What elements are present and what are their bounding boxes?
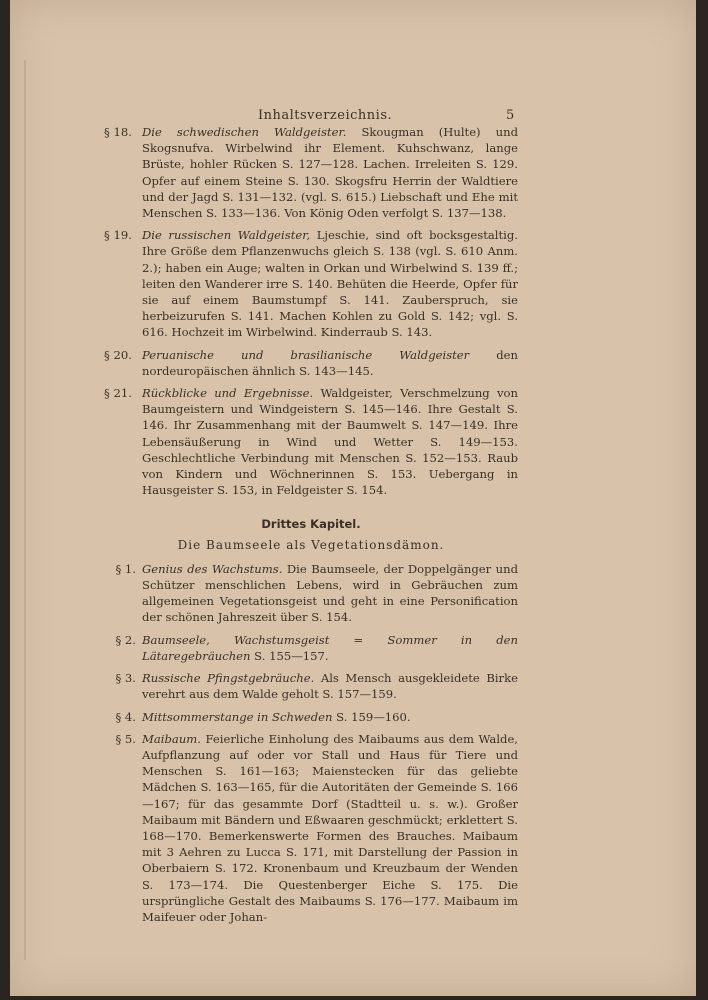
entry-body: S. 155—157. xyxy=(250,648,329,663)
header-title: Inhaltsverzeichnis. xyxy=(258,108,393,123)
toc-entry xyxy=(104,632,518,664)
toc-entry xyxy=(104,670,518,702)
entry-body: Feierliche Einholung des Maibaums aus dem Walde, Aufpflanzung auf oder vor Stall und Haus für Tiere und Menschen S. 161—163; Maienstecken für das geliebte Mädchen S. 163—165, für die Autoritäten der Gemeinde S. 166—167; für das gesammte Dorf (Stadtteil u. s. w.). Großer Maibaum mit Bändern und Eßwaaren geschmückt; erklettert S. 168—170. Bemerkenswerte Formen des Brauches. Maibaum mit 3 Aehren zu Lucca S. 171, mit Darstellung der Passion in Oberbaiern S. 172. Kronenbaum und Kreuzbaum der Wenden S. 173—174. Die Questenberger Eiche S. 175. Die ursprüngliche Gestalt des Maibaums S. 176—177. Maibaum im Maifeuer oder Johan- xyxy=(142,731,518,924)
entry-text xyxy=(142,385,518,498)
entry-title: Die russischen Waldgeister, xyxy=(142,228,311,243)
entry-number: § 19. xyxy=(104,228,132,243)
entry-number: § 21. xyxy=(104,386,132,401)
toc-entry xyxy=(104,561,518,626)
toc-entry xyxy=(104,709,518,725)
entry-text xyxy=(142,709,518,725)
entry-body: Die Baumseele, der Doppelgänger und Schützer menschlichen Lebens, wird in Gebräuchen zum allgemeinen Vegetationsgeist und geht in eine Personification der schönen Jahreszeit über S. 154. xyxy=(142,561,518,625)
entry-text xyxy=(142,347,518,379)
entry-text xyxy=(142,632,518,664)
entry-title: Peruanische und brasilianische Waldgeister xyxy=(142,347,470,362)
entry-body: S. 159—160. xyxy=(332,709,411,724)
chapter-subtitle: Die Baumseele als Vegetationsdämon. xyxy=(177,537,445,552)
toc-entry xyxy=(104,347,518,379)
entry-text xyxy=(142,670,518,702)
entry-number: § 3. xyxy=(115,671,136,686)
entry-number: § 2. xyxy=(115,632,136,647)
entry-title: Die schwedischen Waldgeister. xyxy=(142,125,347,139)
entry-number: § 18. xyxy=(104,125,132,139)
entry-body: Waldgeister, Verschmelzung von Baumgeistern und Windgeistern S. 145—146. Ihre Gestalt S. 146. Ihr Zusammenhang mit der Baumwelt S. 147—149. Ihre Lebensäußerung in Wind und Wetter S. 149—153. Geschlechtliche Verbindung mit Menschen S. 152—153. Raub von Kindern und Wöchnerinnen S. 153. Uebergang in Hausgeister S. 153, in Feldgeister S. 154. xyxy=(142,386,518,498)
entry-body: den nordeuropäischen ähnlich S. 143—145. xyxy=(142,347,518,378)
entry-text xyxy=(142,561,518,626)
toc-content xyxy=(104,124,518,931)
toc-entry xyxy=(104,731,518,925)
entry-number: § 5. xyxy=(115,731,136,746)
entry-body: Skougman (Hulte) und Skogsnufva. Wirbelwind ihr Element. Kuhschwanz, lange Brüste, hohler Rücken S. 127—128. Lachen. Irreleiten S. 129. Opfer auf einem Steine S. 130. Skogsfru Herrin der Waldtiere und der Jagd S. 131—132. (vgl. S. 615.) Liebschaft und Ehe mit Menschen S. 133—136. Von König Oden verfolgt S. 137—138. xyxy=(142,125,518,221)
page-number: 5 xyxy=(506,108,515,123)
entry-title: Maibaum. xyxy=(142,731,201,746)
page-fold xyxy=(24,60,26,960)
toc-entry xyxy=(104,124,518,221)
document-page xyxy=(10,0,696,996)
entry-body: Als Mensch ausgekleidete Birke verehrt aus dem Walde geholt S. 157—159. xyxy=(142,671,518,702)
entry-body: Ljeschie, sind oft bocksgestaltig. Ihre Größe dem Pflanzenwuchs gleich S. 138 (vgl. S. 610 Anm. 2.); haben ein Auge; walten in Orkan und Wirbelwind S. 139 ff.; leiten den Wanderer irre S. 140. Behüten die Heerde, Opfer für sie auf einem Baumstumpf S. 141. Zauberspruch, sie herbeizurufen S. 141. Machen Kohlen zu Gold S. 142; vgl. S. 616. Hochzeit im Wirbelwind. Kinderraub S. 143. xyxy=(142,228,518,340)
entry-title: Rückblicke und Ergebnisse. xyxy=(142,386,314,401)
entry-text xyxy=(142,227,518,340)
entry-number: § 1. xyxy=(115,561,136,576)
entry-text xyxy=(142,124,518,221)
entry-title: Russische Pfingstgebräuche. xyxy=(142,671,315,686)
entry-title: Genius des Wachstums. xyxy=(142,561,283,576)
chapter-heading: Drittes Kapitel. xyxy=(261,517,361,532)
entry-title: Mittsommerstange in Schweden xyxy=(142,709,333,724)
entry-number: § 20. xyxy=(104,347,132,362)
entry-text xyxy=(142,731,518,925)
entry-number: § 4. xyxy=(115,709,136,724)
toc-entry xyxy=(104,385,518,498)
toc-entry xyxy=(104,227,518,340)
entry-title: Baumseele, Wachstumsgeist = Sommer in den Lätaregebräuchen xyxy=(142,632,518,663)
